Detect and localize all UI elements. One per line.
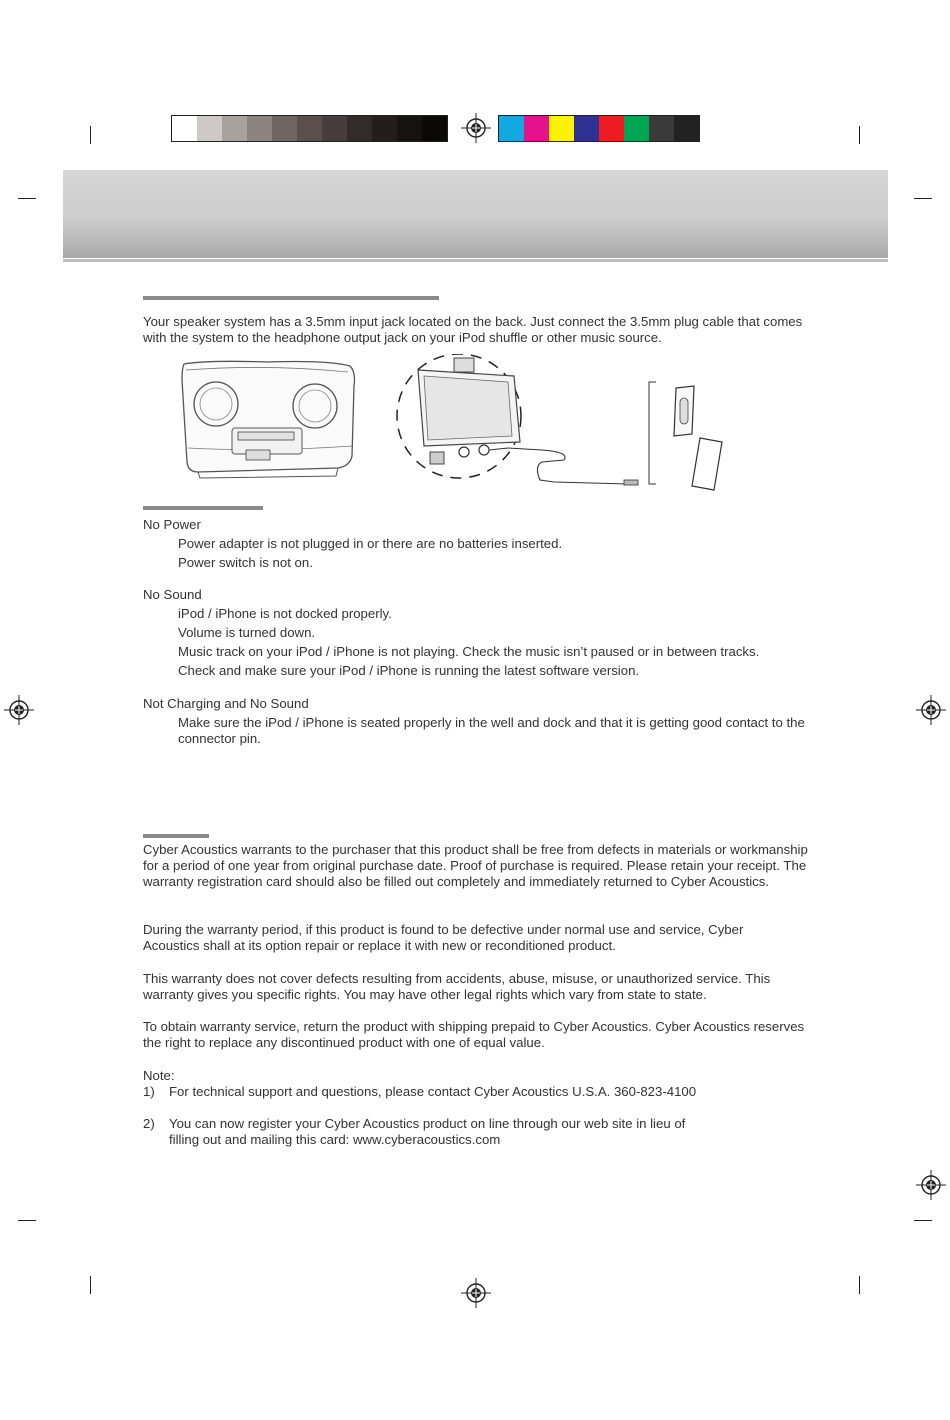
section-rule-connection [143, 296, 439, 300]
calibration-swatch [247, 116, 272, 141]
trim-mark-bottom-right [859, 1276, 860, 1294]
no-sound-heading: No Sound [143, 587, 202, 602]
section-rule-warranty [143, 834, 209, 838]
header-band [63, 170, 888, 258]
no-sound-item: Volume is turned down. [178, 625, 316, 640]
warranty-paragraph: Cyber Acoustics warrants to the purchaser that this product shall be free from defects in materials or workmanship for a period of one year from original purchase date. Proof of purchase is required. Please retain your receipt. The warranty registration card should also be filled out completely and immediately returned to Cyber Acoustics. [143, 842, 808, 889]
calibration-swatch [272, 116, 297, 141]
note-label: Note: [143, 1068, 175, 1083]
calibration-swatch [372, 116, 397, 141]
calibration-color-bar [498, 115, 700, 142]
trim-mark-bottom-left [90, 1276, 91, 1294]
registration-mark-top-icon [461, 113, 491, 143]
not-charging-heading: Not Charging and No Sound [143, 696, 309, 711]
warranty-paragraph: To obtain warranty service, return the product with shipping prepaid to Cyber Acoustics. Cyber Acoustics reserves the right to replace any discontinued product with one of equal value. [143, 1019, 805, 1050]
calibration-swatch [172, 116, 197, 141]
note-text: You can now register your Cyber Acoustics product on line through our web site in lieu of filling out and mailing this card: www.cyberacoustics.com [169, 1116, 686, 1147]
calibration-swatch [524, 116, 549, 141]
warranty-paragraph: During the warranty period, if this product is found to be defective under normal use and service, Cyber Acoustics shall at its option repair or replace it with new or reconditioned product. [143, 922, 744, 953]
no-power-item: Power switch is not on. [178, 555, 313, 570]
trim-mark-right-upper [914, 198, 932, 199]
calibration-swatch [549, 116, 574, 141]
calibration-swatch [422, 116, 447, 141]
no-sound-item: Music track on your iPod / iPhone is not playing. Check the music isn’t paused or in between tracks. [178, 644, 760, 659]
trim-mark-top-left [90, 126, 91, 144]
trim-mark-top-right [859, 126, 860, 144]
no-sound-item: iPod / iPhone is not docked properly. [178, 606, 392, 621]
section-rule-troubleshooting [143, 506, 263, 510]
warranty-paragraph: This warranty does not cover defects resulting from accidents, abuse, misuse, or unauthorized service. This warranty gives you specific rights. You may have other legal rights which vary from state to state. [143, 971, 771, 1002]
calibration-swatch [297, 116, 322, 141]
no-sound-item: Check and make sure your iPod / iPhone is running the latest software version. [178, 663, 640, 678]
registration-mark-right-icon [916, 695, 946, 725]
calibration-swatch [574, 116, 599, 141]
calibration-swatch [222, 116, 247, 141]
calibration-swatch [649, 116, 674, 141]
trim-mark-right-lower [914, 1220, 932, 1221]
no-power-item: Power adapter is not plugged in or there are no batteries inserted. [178, 536, 563, 551]
registration-mark-right-lower-icon [916, 1170, 946, 1200]
not-charging-item: Make sure the iPod / iPhone is seated properly in the well and dock and that it is getting good contact to the connector pin. [178, 715, 805, 746]
trim-mark-left-upper [18, 198, 36, 199]
calibration-swatch [397, 116, 422, 141]
back-panel-connection-illustration [394, 354, 734, 494]
note-number: 1) [143, 1084, 155, 1099]
note-number: 2) [143, 1116, 155, 1131]
speaker-dock-illustration [178, 356, 360, 480]
calibration-swatch [624, 116, 649, 141]
registration-mark-left-icon [4, 695, 34, 725]
note-text: For technical support and questions, please contact Cyber Acoustics U.S.A. 360-823-4100 [169, 1084, 697, 1099]
registration-mark-bottom-icon [461, 1278, 491, 1308]
connection-text: Your speaker system has a 3.5mm input jack located on the back. Just connect the 3.5mm plug cable that comes with the system to the headphone output jack on your iPod shuffle or other music source. [143, 314, 803, 345]
calibration-swatch [599, 116, 624, 141]
calibration-swatch [197, 116, 222, 141]
no-power-heading: No Power [143, 517, 201, 532]
calibration-gray-bar [171, 115, 448, 142]
calibration-swatch [347, 116, 372, 141]
trim-mark-left-lower [18, 1220, 36, 1221]
calibration-swatch [322, 116, 347, 141]
calibration-swatch [674, 116, 699, 141]
calibration-swatch [499, 116, 524, 141]
